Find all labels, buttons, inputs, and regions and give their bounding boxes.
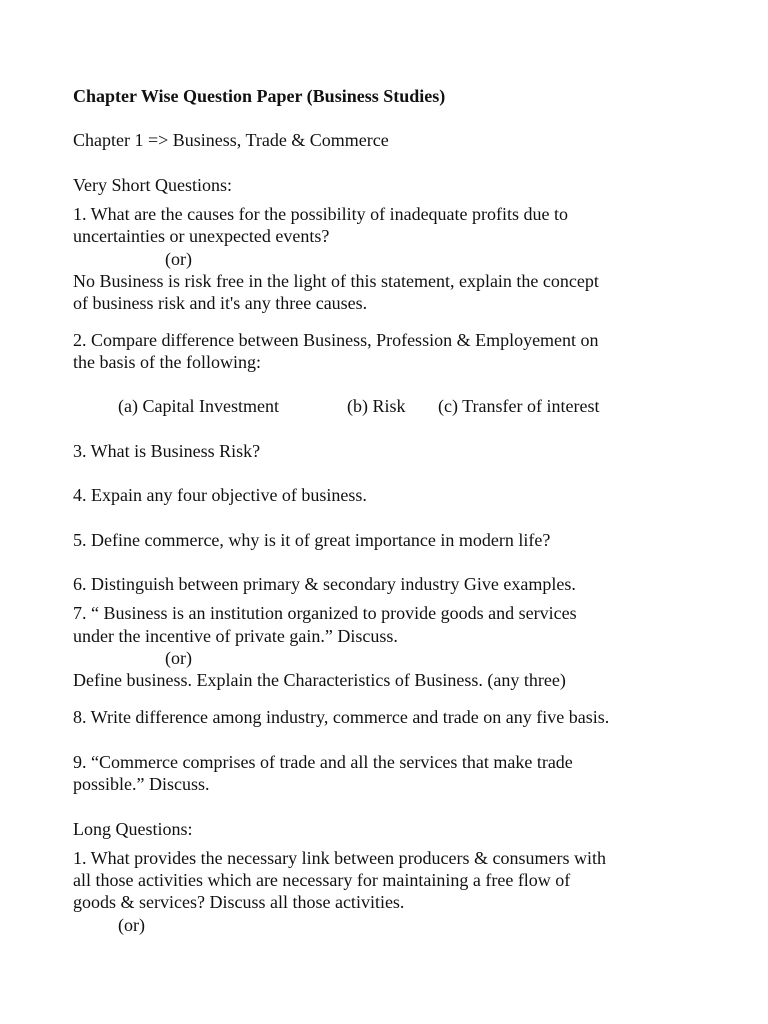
- very-short-heading: Very Short Questions:: [73, 175, 232, 195]
- question-8: 8. Write difference among industry, commerce and trade on any five basis.: [73, 707, 610, 727]
- question-6: 6. Distinguish between primary & secondary industry Give examples.: [73, 574, 576, 594]
- long-question-1-line-3: goods & services? Discuss all those activities.: [73, 892, 405, 912]
- question-1-or: (or): [165, 249, 192, 269]
- question-1-line-1: 1. What are the causes for the possibility of inadequate profits due to: [73, 204, 569, 224]
- question-2-option-c: (c) Transfer of interest: [438, 396, 600, 416]
- long-question-1-or: (or): [118, 915, 145, 935]
- question-1-alt-line-2: of business risk and it's any three causes.: [73, 293, 368, 313]
- long-question-1-line-2: all those activities which are necessary for maintaining a free flow of: [73, 870, 571, 890]
- question-9-line-2: possible.” Discuss.: [73, 774, 210, 794]
- question-1-line-2: uncertainties or unexpected events?: [73, 226, 330, 246]
- chapter-heading: Chapter 1 => Business, Trade & Commerce: [73, 130, 389, 150]
- question-4: 4. Expain any four objective of business.: [73, 485, 367, 505]
- question-2-line-1: 2. Compare difference between Business, Profession & Employement on: [73, 330, 599, 350]
- question-2-line-2: the basis of the following:: [73, 352, 261, 372]
- long-question-1-line-1: 1. What provides the necessary link between producers & consumers with: [73, 848, 607, 868]
- long-questions-heading: Long Questions:: [73, 819, 193, 839]
- question-2-option-b: (b) Risk: [347, 396, 406, 416]
- question-7-line-1: 7. “ Business is an institution organized to provide goods and services: [73, 603, 577, 623]
- question-7-or: (or): [165, 648, 192, 668]
- question-7-alt-line-1: Define business. Explain the Characteristics of Business. (any three): [73, 670, 566, 690]
- document-title: Chapter Wise Question Paper (Business Studies): [73, 86, 446, 106]
- question-7-line-2: under the incentive of private gain.” Discuss.: [73, 626, 398, 646]
- question-9-line-1: 9. “Commerce comprises of trade and all the services that make trade: [73, 752, 573, 772]
- question-5: 5. Define commerce, why is it of great importance in modern life?: [73, 530, 551, 550]
- question-3: 3. What is Business Risk?: [73, 441, 261, 461]
- question-2-option-a: (a) Capital Investment: [118, 396, 279, 416]
- question-1-alt-line-1: No Business is risk free in the light of this statement, explain the concept: [73, 271, 599, 291]
